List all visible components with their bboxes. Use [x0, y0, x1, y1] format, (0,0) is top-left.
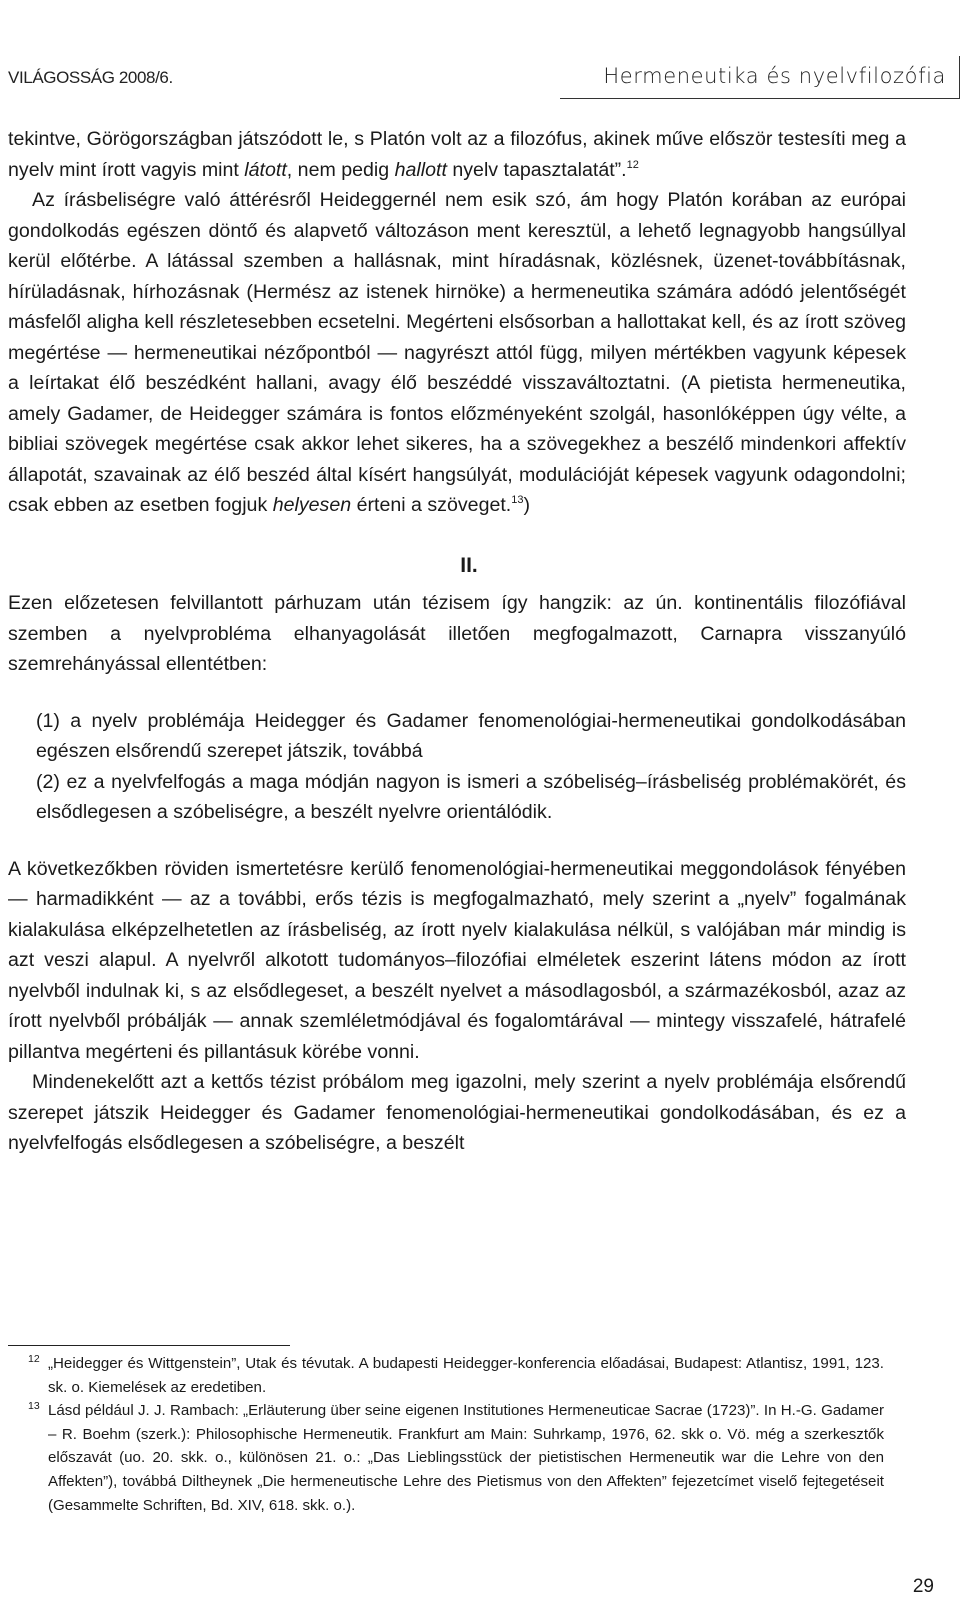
emphasis-latott: látott — [244, 158, 287, 181]
paragraph-1 — [8, 124, 906, 185]
paragraph-1-text-c: nyelv tapasztalatát”. — [446, 158, 627, 181]
thesis-list — [36, 706, 906, 828]
paragraph-5: Mindenekelőtt azt a kettős tézist próbálom meg igazolni, mely szerint a nyelv problémája elsőrendű szerepet játszik Heidegger és Gadamer fenomenológiai-hermeneutikai gondolkodásában, és ez a nyelvfelfogás elsődlegesen a szóbeliségre, a beszélt — [8, 1071, 906, 1154]
footnote-text: Lásd például J. J. Rambach: „Erläuterung über seine eigenen Institutiones Hermeneuticae Sacrae (1723)”. In H.-G. Gadamer – R. Boehm (szerk.): Philosophische Hermeneutik. Frankfurt am Main: Suhrkamp, 1976, 62. skk o. Vö. még a szerkesztők előszavát (uo. 20. skk. o., különösen 21. o.: „Das Lieblingsstück der pietistischen Hermeneutik war die Lehre von den Affekten”), továbbá Diltheynek „Die hermeneutische Lehre des Pietismus von den Affekten” fejezetcímet viselő fejtegetéseit (Gesammelte Schriften, Bd. XIV, 618. skk. o.). — [48, 1402, 884, 1514]
paragraph-4: A következőkben röviden ismertetésre kerülő fenomenológiai-hermeneutikai meggondolások fényében — harmadikként — az a további, erős tézis is megfogalmazható, mely szerint a „nyelv” fogalmának kialakulása elképzelhetetlen az írásbeliség, az írott nyelv kialakulása nélkül, s valójában már mindig is azt veszi alapul. A nyelvről alkotott tudományos–filozófiai elméletek eszerint látens módon az írott nyelvből indulnak ki, s az elsődlegeset, a beszélt nyelvet a másodlagosból, a származékosból, azaz az írott nyelvből próbálják — annak szemléletmódjával és fogalomtárával — mintegy visszafelé, hátrafelé pillantva megérteni és pillantásuk körébe vonni. — [8, 857, 906, 1063]
paragraph-3: Ezen előzetesen felvillantott párhuzam után tézisem így hangzik: az ún. kontinentális filozófiával szemben a nyelvprobléma elhanyagolását illetően megfogalmazott, Carnapra visszanyúló szemrehányással ellentétben: — [8, 592, 906, 675]
footnote-ref-13[interactable]: 13 — [511, 494, 524, 506]
footnote-ref-12[interactable]: 12 — [626, 158, 639, 171]
section-title: Hermeneutika és nyelvfilozófia — [603, 64, 946, 88]
paragraph-2-text-c: ) — [523, 494, 531, 516]
footnote-text: „Heidegger és Wittgenstein”, Utak és tévutak. A budapesti Heidegger-konferencia előadásai, Budapest: Atlantisz, 1991, 123. sk. o. Kiemelések az eredetiben. — [48, 1355, 884, 1396]
paragraph-1-text-a: tekintve, Görögországban játszódott le, s Platón volt az a filozófus, akinek műve először testesíti meg a nyelv mint írott vagyis mint — [8, 128, 906, 181]
emphasis-helyesen: helyesen — [272, 494, 352, 516]
emphasis-hallott: hallott — [394, 158, 447, 181]
paragraph-2-text-b: érteni a szöveget. — [351, 494, 512, 516]
footnote-number: 12 — [28, 1353, 40, 1365]
footnote-rule — [8, 1345, 290, 1346]
footnote-13 — [8, 1399, 884, 1517]
paragraph-1-text-b: , nem pedig — [286, 158, 395, 181]
paragraph-2 — [8, 185, 906, 521]
paragraph-2-text-a: Az írásbeliségre való áttérésről Heideggernél nem esik szó, ám hogy Platón korában az európai gondolkodás egészen döntő és alapvető változáson ment keresztül, a lehető legnagyobb hangsúllyal kerül előtérbe. A látással szemben a hallásnak, mint híradásnak, közlésnek, üzenet-továbbításnak, hírüladásnak, hírhozásnak (Hermész az istenek hirnöke) a hermeneutika számára adódó jelentőségét másfelől aligha kell részletesebben ecsetelni. Megérteni elsősorban a hallottakat kell, és az írott szöveg megértése — hermeneutikai nézőpontból — nagyrészt attól függ, milyen mértékben vagyunk képesek a leírtakat élő beszédként hallani, avagy élő beszéddé visszaváltoztatni. (A pietista hermeneutika, amely Gadamer, de Heidegger számára is fontos előzményeként szolgál, hasonlóképpen úgy vélte, a bibliai szövegek megértése csak akkor lehet sikeres, ha a szövegekhez a beszélő mindenkori affektív állapotát, szavainak az élő beszéd által kísért hangsúlyát, modulációját képesek vagyunk odagondolni; csak ebben az esetben fogjuk — [8, 189, 906, 516]
thesis-item-2: (2) ez a nyelvfelfogás a maga módján nagyon is ismeri a szóbeliség–írásbeliség problémakörét, és elsődlegesen a szóbeliségre, a beszélt nyelvre orientálódik. — [36, 770, 906, 823]
header-rule — [560, 98, 960, 99]
running-head — [0, 56, 960, 106]
footnote-number: 13 — [28, 1400, 40, 1413]
page-number: 29 — [912, 1576, 934, 1597]
section-heading: II. — [460, 553, 478, 577]
footnote-12 — [8, 1352, 884, 1399]
body-text — [8, 124, 906, 1159]
thesis-item-1: (1) a nyelv problémája Heidegger és Gadamer fenomenológiai-hermeneutikai gondolkodásában egészen elsőrendű szerepet játszik, továbbá — [36, 709, 906, 762]
journal-issue: VILÁGOSSÁG 2008/6. — [8, 68, 173, 87]
footnotes — [8, 1352, 884, 1517]
